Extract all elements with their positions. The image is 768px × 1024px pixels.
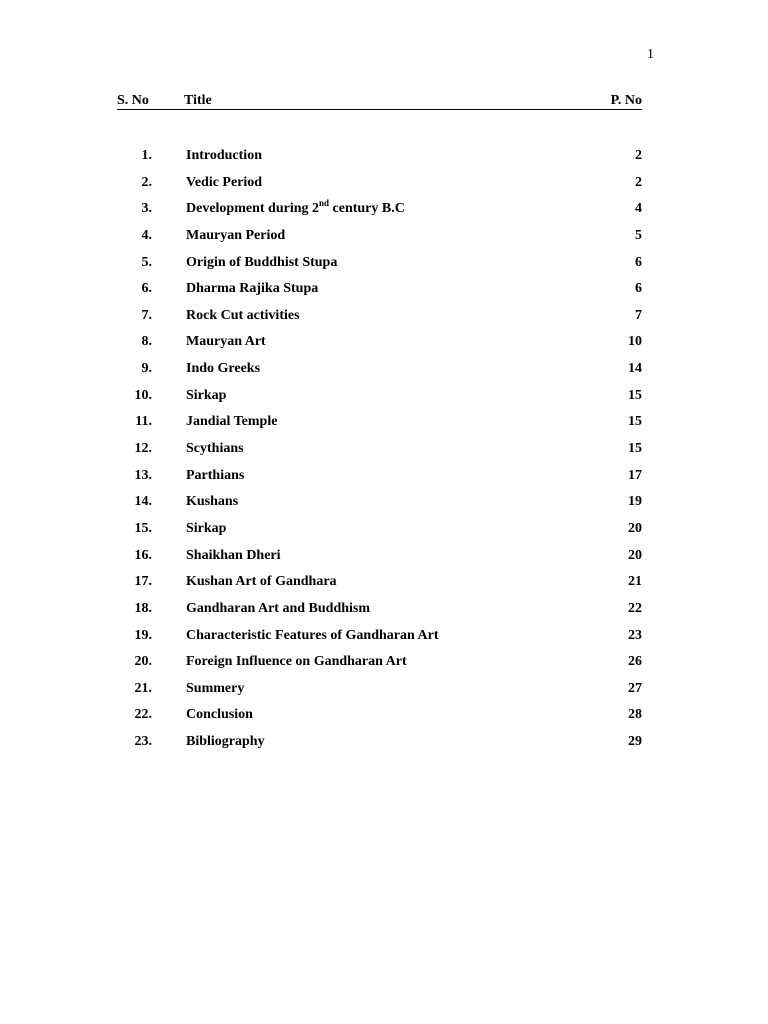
entry-title: Jandial Temple	[186, 414, 278, 430]
toc-row	[117, 409, 642, 436]
entry-title: Sirkap	[186, 387, 227, 403]
entry-number: 11.	[135, 414, 152, 430]
entry-title-part: Development during 2	[186, 201, 319, 217]
entry-number: 17.	[134, 574, 152, 590]
entry-title: Gandharan Art and Buddhism	[186, 600, 371, 616]
entry-title: Kushans	[186, 494, 239, 510]
toc-row	[117, 383, 642, 410]
table-header	[117, 93, 642, 110]
entry-number: 19.	[134, 627, 152, 643]
toc-row	[117, 170, 642, 197]
entry-title: Characteristic Features of Gandharan Art	[186, 627, 439, 643]
entry-page: 15	[628, 441, 642, 457]
entry-number: 12.	[134, 441, 152, 457]
entry-title: Dharma Rajika Stupa	[186, 281, 319, 297]
entry-page: 22	[628, 600, 642, 616]
entry-number: 15.	[134, 520, 152, 536]
entry-title-part: century B.C	[329, 201, 405, 217]
entry-number: 9.	[141, 361, 152, 377]
entry-title: Mauryan Period	[186, 227, 286, 243]
entry-number: 7.	[141, 307, 152, 323]
entry-title: Sirkap	[186, 520, 227, 536]
toc-row	[117, 436, 642, 463]
page-number: 1	[647, 47, 654, 62]
entry-title: Rock Cut activities	[186, 307, 300, 323]
header-title: Title	[184, 93, 212, 108]
entry-page: 2	[635, 148, 642, 163]
entry-title: Foreign Influence on Gandharan Art	[186, 654, 407, 670]
toc-row	[117, 623, 642, 650]
entry-title	[186, 196, 405, 222]
toc-row	[117, 543, 642, 570]
entry-number: 13.	[134, 467, 152, 483]
entry-title-superscript: nd	[319, 198, 330, 209]
entry-title: Conclusion	[186, 707, 253, 723]
entry-page: 26	[628, 654, 642, 670]
toc-row	[117, 516, 642, 543]
toc-row	[117, 702, 642, 729]
header-pno: P. No	[610, 93, 642, 108]
entry-number: 21.	[134, 680, 152, 696]
header-sno: S. No	[117, 93, 149, 108]
toc-row	[117, 356, 642, 383]
toc-row	[117, 569, 642, 596]
entry-title: Scythians	[186, 441, 244, 457]
entry-number: 6.	[141, 281, 152, 297]
entry-number: 1.	[141, 148, 152, 163]
entry-title: Shaikhan Dheri	[186, 547, 281, 563]
entry-page: 4	[635, 201, 642, 217]
entry-number: 16.	[134, 547, 152, 563]
entry-page: 17	[628, 467, 642, 483]
entry-page: 21	[628, 574, 642, 590]
entry-number: 4.	[141, 227, 152, 243]
entry-page: 15	[628, 387, 642, 403]
toc-row	[117, 596, 642, 623]
entry-page: 10	[628, 334, 642, 350]
entry-number: 3.	[141, 201, 152, 217]
entry-title: Introduction	[186, 148, 262, 163]
entry-page: 20	[628, 547, 642, 563]
entry-page: 19	[628, 494, 642, 510]
entry-title: Mauryan Art	[186, 334, 266, 350]
entry-page: 2	[635, 174, 642, 190]
entry-page: 6	[635, 254, 642, 270]
toc-row	[117, 329, 642, 356]
toc-row	[117, 303, 642, 330]
toc-row	[117, 143, 642, 170]
entry-title: Origin of Buddhist Stupa	[186, 254, 338, 270]
toc-row	[117, 276, 642, 303]
toc-row	[117, 489, 642, 516]
toc-row	[117, 729, 642, 756]
toc-row	[117, 676, 642, 703]
toc-row	[117, 196, 642, 223]
entry-page: 27	[628, 680, 642, 696]
entry-page: 7	[635, 307, 642, 323]
entry-number: 8.	[141, 334, 152, 350]
entry-number: 14.	[134, 494, 152, 510]
toc-row	[117, 223, 642, 250]
entry-page: 29	[628, 734, 642, 750]
entry-page: 14	[628, 361, 642, 377]
entry-page: 6	[635, 281, 642, 297]
entry-title: Kushan Art of Gandhara	[186, 574, 337, 590]
table-of-contents	[117, 143, 642, 756]
entry-number: 2.	[141, 174, 152, 190]
entry-number: 18.	[134, 600, 152, 616]
entry-page: 15	[628, 414, 642, 430]
entry-page: 23	[628, 627, 642, 643]
entry-number: 10.	[134, 387, 152, 403]
toc-row	[117, 250, 642, 277]
entry-title: Parthians	[186, 467, 245, 483]
entry-page: 28	[628, 707, 642, 723]
toc-row	[117, 649, 642, 676]
entry-number: 22.	[134, 707, 152, 723]
entry-number: 20.	[134, 654, 152, 670]
entry-page: 5	[635, 227, 642, 243]
entry-page: 20	[628, 520, 642, 536]
entry-title: Bibliography	[186, 734, 265, 750]
entry-title: Indo Greeks	[186, 361, 261, 377]
toc-row	[117, 463, 642, 490]
entry-title: Summery	[186, 680, 245, 696]
entry-number: 5.	[141, 254, 152, 270]
entry-title: Vedic Period	[186, 174, 263, 190]
entry-number: 23.	[134, 734, 152, 750]
